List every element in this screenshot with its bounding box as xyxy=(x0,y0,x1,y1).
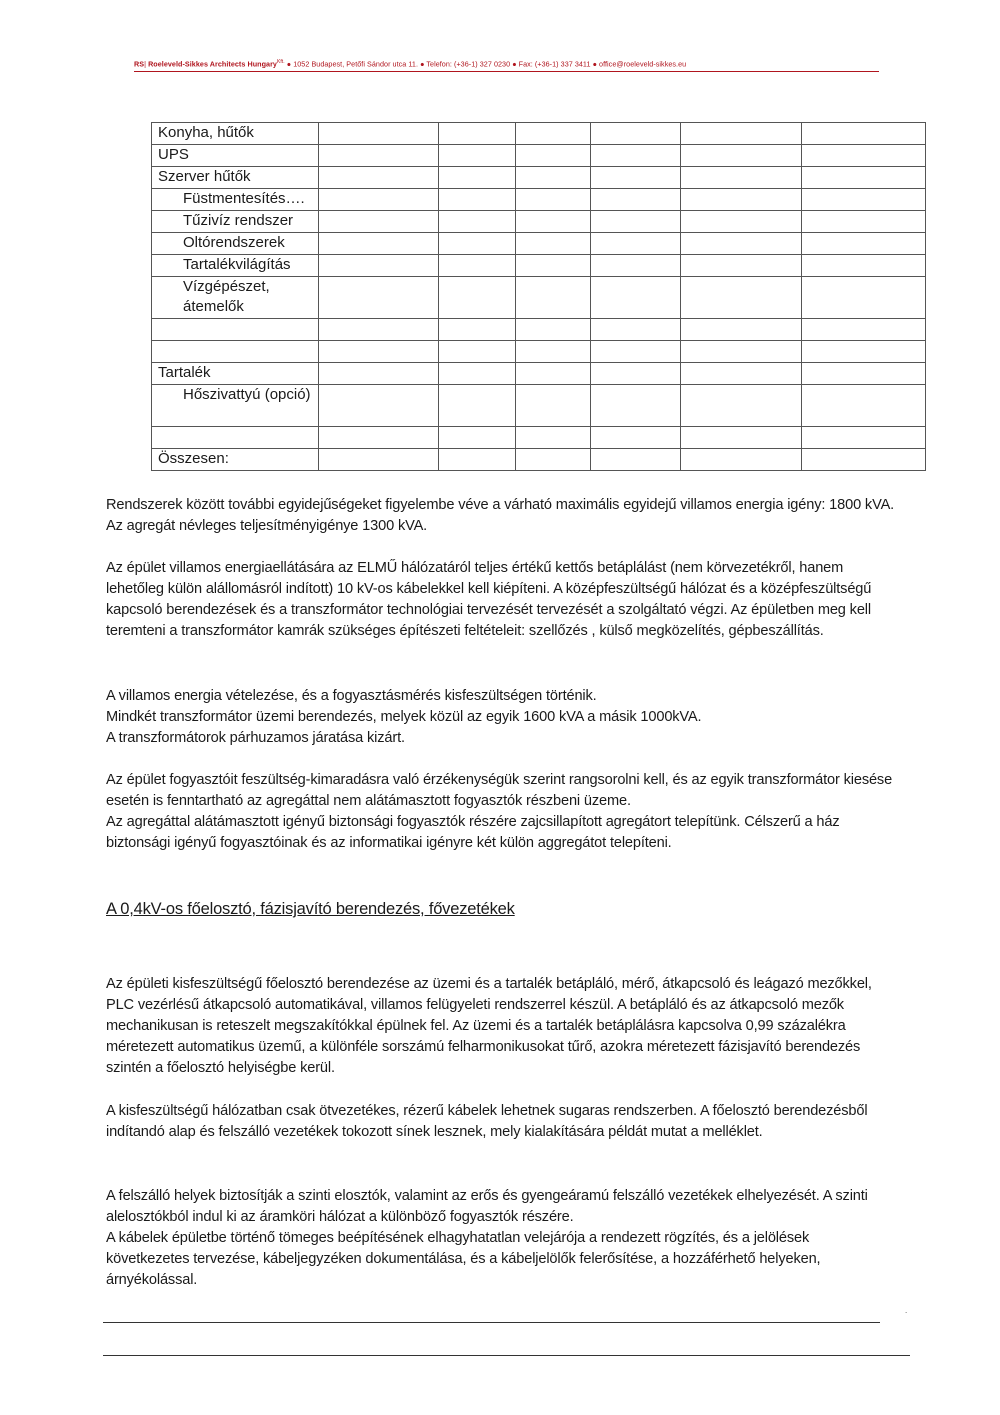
table-cell xyxy=(802,277,926,319)
paragraph-priority xyxy=(106,770,896,854)
table-row xyxy=(152,255,926,277)
table-cell xyxy=(591,341,681,363)
table-row xyxy=(152,277,926,319)
paragraph-risers xyxy=(106,1186,896,1291)
table-cell xyxy=(319,319,439,341)
table-cell xyxy=(681,211,802,233)
table-cell xyxy=(591,211,681,233)
table-cell xyxy=(439,449,516,471)
table-cell xyxy=(591,189,681,211)
table-cell xyxy=(516,167,591,189)
table-cell xyxy=(439,189,516,211)
table-cell xyxy=(319,427,439,449)
table-row xyxy=(152,363,926,385)
table-cell xyxy=(802,449,926,471)
paragraph-risers-text-1: A felszálló helyek biztosítják a szinti elosztók, valamint az erős és gyengeáramú felszálló vezetékek elhelyezését. A szinti alelosztókból indul ki az áramköri hálózat a különböző fogyasztók részére. xyxy=(106,1188,868,1225)
table-cell xyxy=(591,123,681,145)
table-cell xyxy=(319,167,439,189)
table-cell xyxy=(439,233,516,255)
table-cell xyxy=(802,233,926,255)
paragraph-supply-text: Az épület villamos energiaellátására az ELMŰ hálózatáról teljes értékű kettős betáplálást (nem körvezetékről, hanem lehetőleg külön alállomásról indított) 10 kV-os kábelekkel kell kiépíteni. A középfeszültségű hálózat és a középfeszültségű kapcsoló berendezések és a transzformátor technológiai tervezését tervezését a szolgáltató végzi. Az épületben meg kell teremteni a transzformátor kamrák szükséges építészeti feltételeit: szellőzés , külső megközelítés, gépbeszállítás. xyxy=(106,560,872,639)
table-cell xyxy=(681,145,802,167)
table-cell xyxy=(802,319,926,341)
table-row xyxy=(152,385,926,427)
table-cell xyxy=(319,363,439,385)
table-row-label: Szerver hűtők xyxy=(152,167,319,189)
table-cell xyxy=(439,385,516,427)
load-table xyxy=(151,122,926,471)
table-row xyxy=(152,167,926,189)
paragraph-main-distributor-text: Az épületi kisfeszültségű főelosztó berendezése az üzemi és a tartalék betápláló, mérő, átkapcsoló és leágazó mezőkkel, PLC vezérlésű átkapcsoló automatikával, villamos felügyeleti rendszerrel készül. A betápláló és az átkapcsoló mezők mechanikusan is reteszelt megszakítókkal épülnek fel. Az üzemi és a tartalék betáplálásra kapcsolva 0,99 százalékra méretezett automatikus üzemű, a különféle sorszámú felharmonikusokat tűrő, azokra méretezett fázisjavító berendezés szintén a főelosztó helyiségbe kerül. xyxy=(106,976,872,1076)
table-cell xyxy=(681,427,802,449)
table-row xyxy=(152,123,926,145)
paragraph-supply xyxy=(106,558,896,642)
table-cell xyxy=(681,363,802,385)
table-cell xyxy=(591,277,681,319)
table-row xyxy=(152,427,926,449)
table-cell xyxy=(439,211,516,233)
table-cell xyxy=(516,145,591,167)
table-cell xyxy=(439,123,516,145)
table-cell xyxy=(802,427,926,449)
table-cell xyxy=(516,385,591,427)
table-cell xyxy=(516,255,591,277)
paragraph-metering-line-3: A transzformátorok párhuzamos járatása kizárt. xyxy=(106,730,405,746)
table-row-label: Tűzivíz rendszer xyxy=(152,211,319,233)
header-firm-suffix: Kft. xyxy=(276,59,285,65)
table-cell xyxy=(516,341,591,363)
table-cell xyxy=(681,277,802,319)
table-row xyxy=(152,145,926,167)
table-cell xyxy=(516,277,591,319)
paragraph-main-distributor xyxy=(106,974,896,1079)
paragraph-priority-text-2: Az agregáttal alátámasztott igényű biztonsági fogyasztók részére zajcsillapított agregátort telepítünk. Célszerű a ház biztonsági igényű fogyasztóinak és az informatikai igényre két külön aggregátot telepíteni. xyxy=(106,814,840,851)
load-table-body xyxy=(152,123,926,471)
table-row-label xyxy=(152,319,319,341)
footer-rule-2 xyxy=(103,1355,910,1356)
table-cell xyxy=(802,167,926,189)
table-row xyxy=(152,449,926,471)
table-cell xyxy=(439,427,516,449)
header-firm-name: Roeleveld-Sikkes Architects Hungary xyxy=(148,59,277,69)
table-cell xyxy=(591,449,681,471)
table-cell xyxy=(516,211,591,233)
table-cell xyxy=(516,189,591,211)
table-cell xyxy=(802,385,926,427)
table-cell xyxy=(681,341,802,363)
paragraph-metering xyxy=(106,686,896,749)
section-heading: A 0,4kV-os főelosztó, fázisjavító berendezés, fővezetékek xyxy=(106,900,515,918)
table-cell xyxy=(439,277,516,319)
table-cell xyxy=(802,123,926,145)
table-row-label xyxy=(152,341,319,363)
table-cell xyxy=(516,123,591,145)
table-row-label xyxy=(152,427,319,449)
table-row-label: Tartalékvilágítás xyxy=(152,255,319,277)
table-cell xyxy=(802,145,926,167)
table-row xyxy=(152,341,926,363)
table-cell xyxy=(516,233,591,255)
table-row-label: Vízgépészet, átemelők xyxy=(152,277,319,319)
header-address: 1052 Budapest, Petőfi Sándor utca 11. xyxy=(293,59,418,69)
table-cell xyxy=(439,145,516,167)
paragraph-demand-text: Rendszerek között további egyidejűségeket figyelembe véve a várható maximális egyidejű villamos energia igény: 1800 kVA. Az agregát névleges teljesítményigénye 1300 kVA. xyxy=(106,497,895,534)
table-row-label: UPS xyxy=(152,145,319,167)
table-row xyxy=(152,233,926,255)
header-logo-rs: RS xyxy=(134,59,145,69)
stray-dot: . xyxy=(905,1306,908,1315)
table-row xyxy=(152,189,926,211)
table-cell xyxy=(319,189,439,211)
table-cell xyxy=(439,167,516,189)
table-cell xyxy=(591,167,681,189)
table-cell xyxy=(681,319,802,341)
table-cell xyxy=(681,233,802,255)
table-cell xyxy=(516,363,591,385)
table-row-label: Oltórendszerek xyxy=(152,233,319,255)
table-cell xyxy=(319,211,439,233)
header-phone: Telefon: (+36-1) 327 0230 xyxy=(426,59,511,69)
table-cell xyxy=(591,233,681,255)
table-cell xyxy=(516,449,591,471)
table-row xyxy=(152,319,926,341)
footer-rule-1 xyxy=(103,1322,880,1323)
table-row-label: Hőszivattyú (opció) xyxy=(152,385,319,427)
header-rule xyxy=(134,71,879,72)
paragraph-metering-line-2: Mindkét transzformátor üzemi berendezés, melyek közül az egyik 1600 kVA a másik 1000kVA. xyxy=(106,709,702,725)
table-cell xyxy=(681,255,802,277)
paragraph-demand xyxy=(106,495,896,537)
table-cell xyxy=(516,319,591,341)
table-row-label: Füstmentesítés…. xyxy=(152,189,319,211)
table-cell xyxy=(591,255,681,277)
table-cell xyxy=(516,427,591,449)
table-cell xyxy=(681,385,802,427)
header-fax: Fax: (+36-1) 337 3411 xyxy=(518,59,591,69)
paragraph-cabling xyxy=(106,1101,896,1143)
paragraph-metering-line-1: A villamos energia vételezése, és a fogyasztásmérés kisfeszültségen történik. xyxy=(106,688,597,704)
table-cell xyxy=(319,233,439,255)
table-cell xyxy=(802,189,926,211)
table-cell xyxy=(591,145,681,167)
table-cell xyxy=(319,123,439,145)
table-cell xyxy=(681,449,802,471)
table-cell xyxy=(319,449,439,471)
table-cell xyxy=(802,211,926,233)
table-cell xyxy=(802,255,926,277)
paragraph-cabling-text: A kisfeszültségű hálózatban csak ötvezetékes, rézerű kábelek lehetnek sugaras rendszerben. A főelosztó berendezésből indítandó alap és felszálló vezetékek tokozott sínek lesznek, mely kialakítására példát mutat a melléklet. xyxy=(106,1103,868,1140)
page-header: RS| Roeleveld-Sikkes Architects Hungary$^{Kft.}$ ● 1052 Budapest, Petőfi Sándor utca 11. ● Telefon: (+36-1) 327 0230 ● Fax: (+36-1) 337 3411 ● office@roeleveld-sikkes.eu xyxy=(134,59,687,69)
header-email: office@roeleveld-sikkes.eu xyxy=(599,59,687,69)
table-cell xyxy=(591,385,681,427)
table-cell xyxy=(802,341,926,363)
table-cell xyxy=(439,363,516,385)
table-row-label: Konyha, hűtők xyxy=(152,123,319,145)
table-cell xyxy=(681,123,802,145)
paragraph-risers-text-2: A kábelek épületbe történő tömeges beépítésének elhagyhatatlan velejárója a rendezett rögzítés, és a jelölések következetes tervezése, kábeljegyzéken dokumentálása, és a kábeljelölők felerősítése, a hozzáférhető helyeken, árnyékolással. xyxy=(106,1230,821,1288)
table-cell xyxy=(439,341,516,363)
table-row-label: Összesen: xyxy=(152,449,319,471)
table-cell xyxy=(439,319,516,341)
table-cell xyxy=(591,363,681,385)
table-cell xyxy=(319,277,439,319)
table-cell xyxy=(319,341,439,363)
paragraph-priority-text-1: Az épület fogyasztóit feszültség-kimaradásra való érzékenységük szerint rangsorolni kell, és az egyik transzformátor kiesése esetén is fenntartható az agregáttal nem alátámasztott fogyasztók részbeni üzeme. xyxy=(106,772,893,809)
table-cell xyxy=(319,385,439,427)
table-cell xyxy=(681,167,802,189)
table-cell xyxy=(802,363,926,385)
table-cell xyxy=(319,145,439,167)
table-cell xyxy=(319,255,439,277)
table-cell xyxy=(439,255,516,277)
table-cell xyxy=(591,427,681,449)
table-row-label: Tartalék xyxy=(152,363,319,385)
table-row xyxy=(152,211,926,233)
table-cell xyxy=(681,189,802,211)
table-cell xyxy=(591,319,681,341)
